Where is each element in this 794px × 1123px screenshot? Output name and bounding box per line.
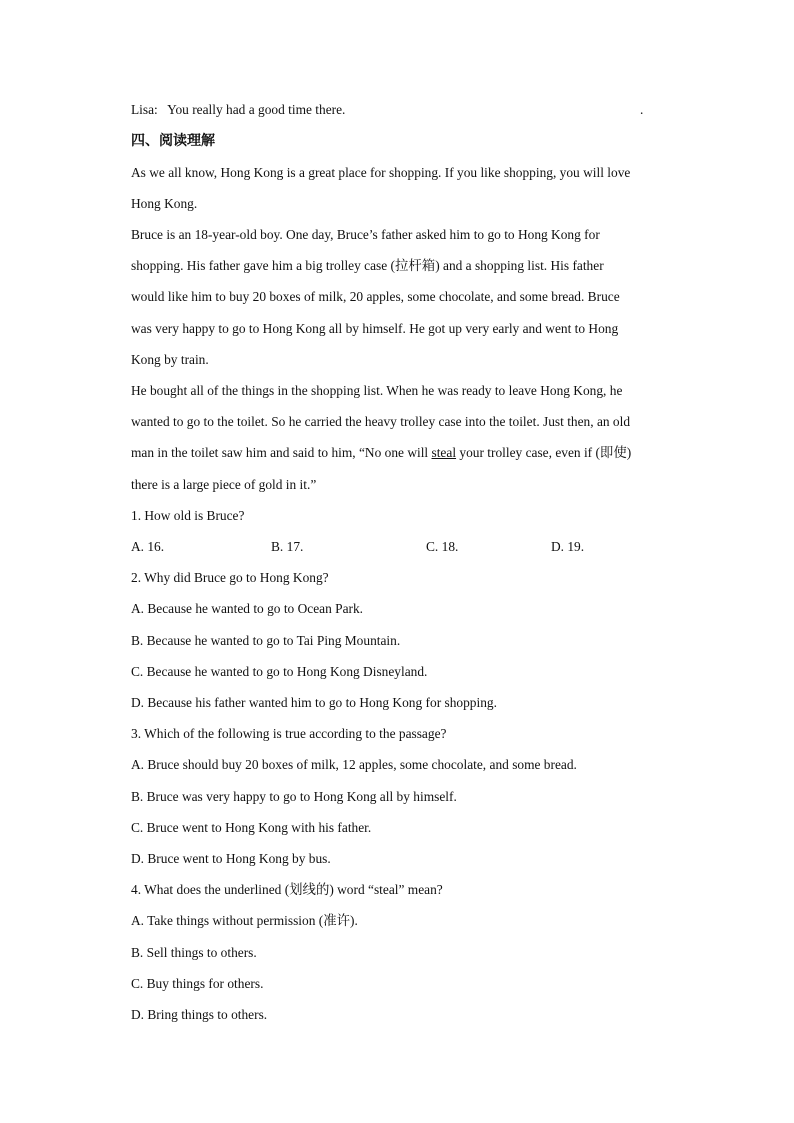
passage-line: As we all know, Hong Kong is a great place for shopping. If you like shopping, you will love — [131, 165, 631, 180]
answer-option: C. Buy things for others. — [131, 976, 264, 991]
answer-option: B. Bruce was very happy to go to Hong Kong all by himself. — [131, 789, 457, 804]
answer-option: C. 18. — [426, 539, 459, 554]
underlined-word: steal — [431, 445, 457, 460]
answer-option: D. Bruce went to Hong Kong by bus. — [131, 851, 331, 866]
passage-text: man in the toilet saw him and said to him, “No one will — [131, 445, 432, 460]
answer-option: A. 16. — [131, 539, 165, 554]
section-heading: 四、阅读理解 — [131, 133, 215, 149]
passage-line: Kong by train. — [131, 352, 209, 367]
dialogue-text: You really had a good time there. — [167, 102, 346, 117]
answer-option: D. 19. — [551, 539, 585, 554]
answer-option: B. Sell things to others. — [131, 945, 257, 960]
question-stem: 1. How old is Bruce? — [131, 508, 245, 523]
passage-line: Bruce is an 18-year-old boy. One day, Bruce’s father asked him to go to Hong Kong for — [131, 227, 600, 242]
answer-option: A. Bruce should buy 20 boxes of milk, 12 apples, some chocolate, and some bread. — [131, 757, 577, 772]
dialogue-speaker: Lisa: — [131, 102, 158, 117]
passage-text: your trolley case, even if (即使) — [456, 445, 632, 460]
question-stem: 4. What does the underlined (划线的) word “steal” mean? — [131, 882, 443, 897]
passage-line: there is a large piece of gold in it.” — [131, 477, 317, 492]
dialogue-trailing-mark: . — [640, 102, 644, 117]
passage-line — [131, 445, 631, 461]
answer-option: D. Because his father wanted him to go to Hong Kong for shopping. — [131, 695, 497, 710]
answer-option: A. Take things without permission (准许). — [131, 913, 358, 928]
question-stem: 3. Which of the following is true according to the passage? — [131, 726, 447, 741]
answer-option: C. Bruce went to Hong Kong with his father. — [131, 820, 372, 835]
answer-option: C. Because he wanted to go to Hong Kong Disneyland. — [131, 664, 428, 679]
dialogue-line — [131, 102, 345, 118]
answer-option: B. Because he wanted to go to Tai Ping Mountain. — [131, 633, 401, 648]
answer-option: B. 17. — [271, 539, 304, 554]
passage-line: shopping. His father gave him a big trolley case (拉杆箱) and a shopping list. His father — [131, 258, 604, 273]
answer-option: D. Bring things to others. — [131, 1007, 268, 1022]
passage-line: Hong Kong. — [131, 196, 198, 211]
passage-line: wanted to go to the toilet. So he carried the heavy trolley case into the toilet. Just then, an old — [131, 414, 631, 429]
passage-line: He bought all of the things in the shopping list. When he was ready to leave Hong Kong, he — [131, 383, 623, 398]
question-stem: 2. Why did Bruce go to Hong Kong? — [131, 570, 329, 585]
passage-line: would like him to buy 20 boxes of milk, 20 apples, some chocolate, and some bread. Bruce — [131, 289, 620, 304]
passage-line: was very happy to go to Hong Kong all by himself. He got up very early and went to Hong — [131, 321, 619, 336]
answer-option: A. Because he wanted to go to Ocean Park. — [131, 601, 364, 616]
